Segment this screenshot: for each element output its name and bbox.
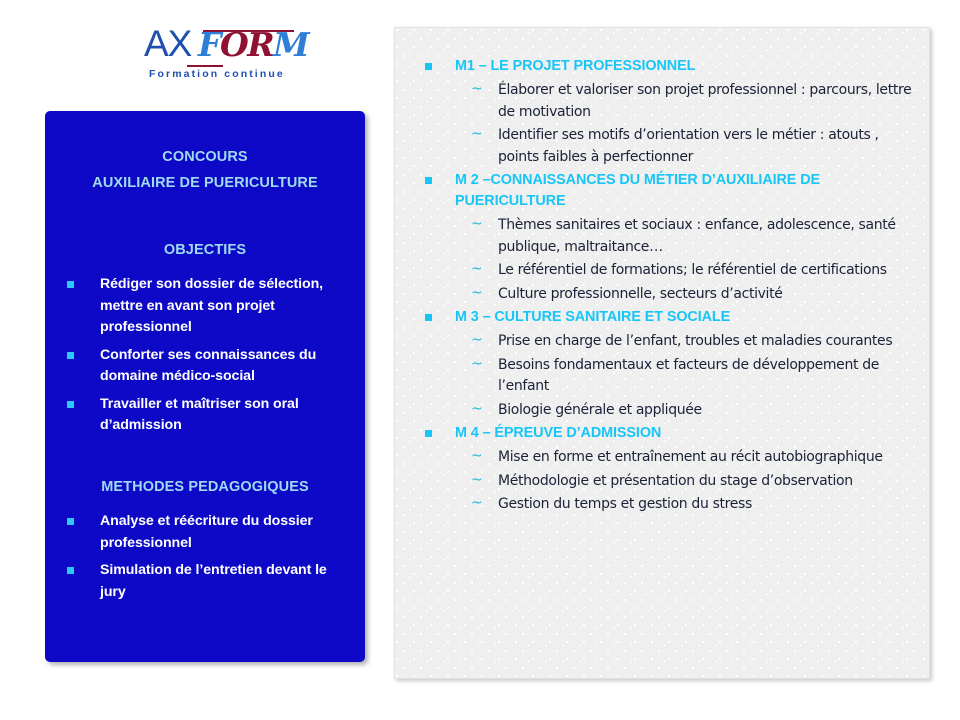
module-item-list xyxy=(409,80,919,168)
module-block xyxy=(409,170,919,305)
module-item-list xyxy=(409,331,919,421)
list-item-label: Culture professionnelle, secteurs d’activité xyxy=(498,285,783,302)
tilde-bullet-icon: ~ xyxy=(471,495,483,511)
logo-letter-m: M xyxy=(273,25,309,64)
program-modules-panel xyxy=(394,27,930,679)
list-item xyxy=(63,511,355,554)
list-item-label: Le référentiel de formations; le référentiel de certifications xyxy=(498,262,887,278)
logo-letter-o: O xyxy=(219,25,248,64)
module-title xyxy=(409,307,919,328)
tilde-bullet-icon: ~ xyxy=(471,332,483,348)
square-bullet-icon xyxy=(67,567,74,574)
list-item xyxy=(63,560,355,603)
module-list xyxy=(395,28,929,516)
tilde-bullet-icon: ~ xyxy=(471,448,483,464)
list-item-label: Prise en charge de l’enfant, troubles et maladies courantes xyxy=(498,333,893,349)
module-item-list xyxy=(409,215,919,305)
module-title-label: M 4 – ÉPREUVE D’ADMISSION xyxy=(455,425,662,441)
square-bullet-icon xyxy=(425,314,432,321)
methodes-pedagogiques-heading: METHODES PEDAGOGIQUES xyxy=(101,479,309,495)
square-bullet-icon xyxy=(67,518,74,525)
module-block xyxy=(409,56,919,168)
list-item xyxy=(409,80,919,123)
tilde-bullet-icon: ~ xyxy=(471,400,483,417)
list-item xyxy=(409,331,919,353)
square-bullet-icon xyxy=(67,352,74,359)
square-bullet-icon xyxy=(425,177,432,184)
list-item-label: Simulation de l’entretien devant le jury xyxy=(100,562,327,600)
list-item-label: Travailler et maîtriser son oral d’admission xyxy=(100,395,299,433)
tilde-bullet-icon: ~ xyxy=(471,284,483,301)
list-item xyxy=(409,260,919,282)
module-title xyxy=(409,170,919,212)
module-title-label: M 2 –CONNAISSANCES DU MÉTIER D’AUXILIAIRE DE PUERICULTURE xyxy=(455,172,820,209)
logo-letter-f: F xyxy=(198,25,220,64)
course-summary-panel xyxy=(45,111,365,662)
square-bullet-icon xyxy=(425,63,432,70)
list-item-label: Besoins fondamentaux et facteurs de développement de l’enfant xyxy=(498,356,880,394)
tilde-bullet-icon: ~ xyxy=(471,471,483,488)
tilde-bullet-icon: ~ xyxy=(471,126,483,142)
logo-letter-r: R xyxy=(247,25,274,64)
module-block xyxy=(409,423,919,516)
list-item-label: Rédiger son dossier de sélection, mettre en avant son projet professionnel xyxy=(100,276,323,335)
logo-text-form xyxy=(198,24,308,66)
list-item xyxy=(409,125,919,168)
list-item-label: Identifier ses motifs d’orientation vers le métier : atouts , points faibles à perfectionner xyxy=(498,127,879,165)
module-title-label: M1 – LE PROJET PROFESSIONNEL xyxy=(455,58,696,74)
objectifs-heading: OBJECTIFS xyxy=(163,242,247,258)
square-bullet-icon xyxy=(67,401,74,408)
list-item xyxy=(409,215,919,258)
module-item-list xyxy=(409,447,919,516)
objectifs-list xyxy=(63,274,355,443)
module-title xyxy=(409,56,919,77)
square-bullet-icon xyxy=(67,281,74,288)
list-item xyxy=(63,394,355,437)
list-item xyxy=(409,494,919,516)
module-block xyxy=(409,307,919,421)
tilde-bullet-icon: ~ xyxy=(471,216,483,232)
logo-wordmark xyxy=(141,24,311,66)
methodes-pedagogiques-list xyxy=(63,511,355,609)
list-item-label: Mise en forme et entraînement au récit autobiographique xyxy=(498,449,883,465)
course-title-line-2: AUXILIAIRE DE PUERICULTURE xyxy=(92,175,318,191)
list-item xyxy=(409,447,919,469)
logo-tagline: Formation continue xyxy=(149,68,285,80)
square-bullet-icon xyxy=(425,430,432,437)
list-item xyxy=(63,345,355,388)
module-title-label: M 3 – CULTURE SANITAIRE ET SOCIALE xyxy=(455,309,731,325)
tilde-bullet-icon: ~ xyxy=(471,355,483,372)
list-item-label: Gestion du temps et gestion du stress xyxy=(498,496,752,512)
course-title-line-1: CONCOURS xyxy=(162,149,248,165)
list-item xyxy=(409,400,919,422)
list-item-label: Conforter ses connaissances du domaine médico-social xyxy=(100,346,317,384)
list-item xyxy=(409,284,919,306)
module-title xyxy=(409,423,919,444)
list-item xyxy=(409,355,919,398)
tilde-bullet-icon: ~ xyxy=(471,261,483,277)
logo-text-ax: AX xyxy=(144,23,192,64)
list-item-label: Méthodologie et présentation du stage d’observation xyxy=(498,472,853,489)
list-item-label: Élaborer et valoriser son projet professionnel : parcours, lettre de motivation xyxy=(498,82,912,120)
list-item-label: Analyse et réécriture du dossier professionnel xyxy=(100,513,313,551)
list-item xyxy=(409,471,919,493)
axform-logo xyxy=(141,24,311,86)
list-item-label: Biologie générale et appliquée xyxy=(498,401,702,418)
list-item-label: Thèmes sanitaires et sociaux : enfance, adolescence, santé publique, maltraitance… xyxy=(498,217,896,255)
tilde-bullet-icon: ~ xyxy=(471,81,483,97)
list-item xyxy=(63,274,355,339)
